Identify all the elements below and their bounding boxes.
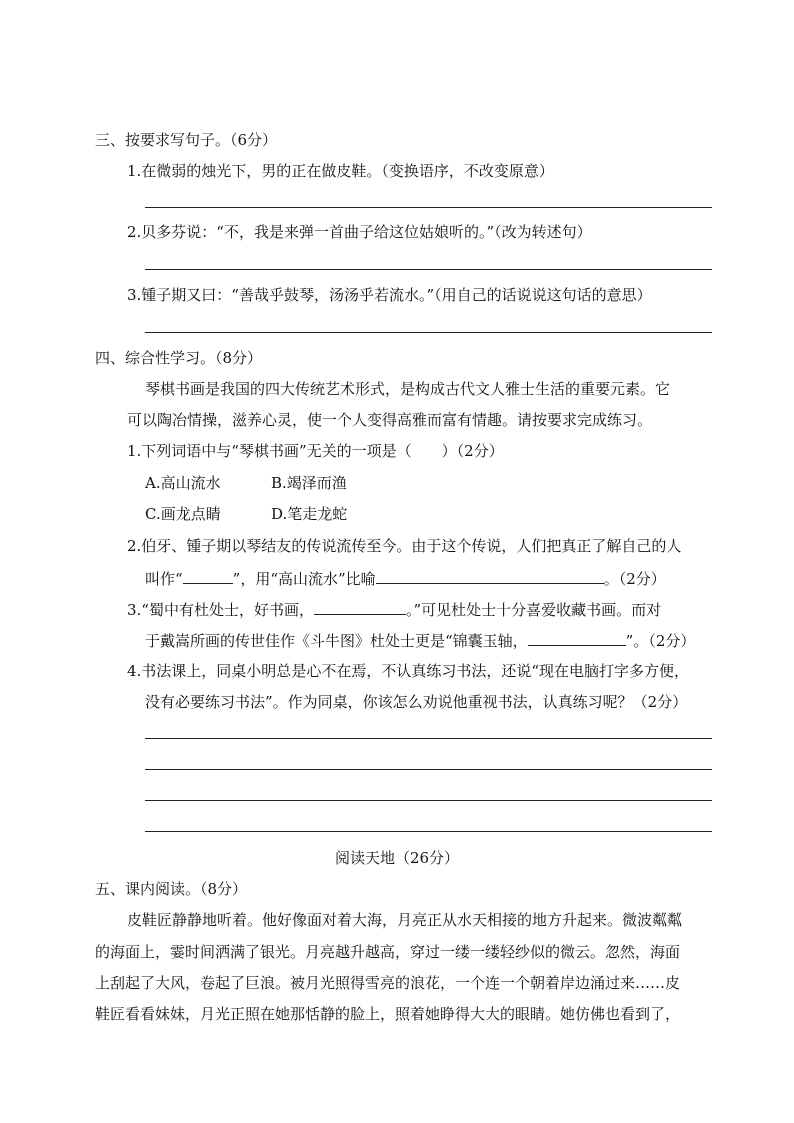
s3-answer-line-3[interactable] (145, 332, 712, 333)
q2-blank-1[interactable] (183, 567, 233, 584)
s3-question-1: 1.在微弱的烛光下，男的正在做皮鞋。（变换语序，不改变原意） (127, 162, 554, 180)
passage-line-4: 鞋匠看看妹妹，月光正照在她那恬静的脸上，照着她睁得大大的眼睛。她仿佛也看到了， (95, 1005, 681, 1023)
q3b-prefix: 于戴嵩所画的传世佳作《斗牛图》杜处士更是“锦囊玉轴， (145, 632, 528, 650)
section-5-heading: 五、课内阅读。（8分） (95, 880, 248, 898)
q3b-suffix: ”。（2分） (625, 632, 696, 650)
s4-question-2-line-2 (145, 567, 666, 589)
s3-question-2: 2.贝多芬说：“不，我是来弹一首曲子给这位姑娘听的。”（改为转述句） (127, 223, 592, 241)
s4-intro-line-2: 可以陶冶情操，滋养心灵，使一个人变得高雅而富有情趣。请按要求完成练习。 (127, 411, 653, 429)
passage-line-3: 上刮起了大风，卷起了巨浪。被月光照得雪亮的浪花，一个连一个朝着岸边涌过来……皮 (95, 974, 681, 992)
q2-prefix: 叫作“ (145, 570, 183, 588)
s4-question-1: 1.下列词语中与“琴棋书画”无关的一项是（ ）（2分） (127, 442, 504, 460)
s4-question-4-line-2: 没有必要练习书法”。作为同桌，你该怎么劝说他重视书法，认真练习呢？（2分） (145, 693, 688, 711)
reading-section-title: 阅读天地（26分） (334, 849, 460, 867)
s4-intro-line-1: 琴棋书画是我国的四大传统艺术形式，是构成古代文人雅士生活的重要元素。它 (145, 380, 671, 398)
s3-question-3: 3.锺子期又曰：“善哉乎鼓琴，汤汤乎若流水。”（用自己的话说说这句话的意思） (127, 286, 652, 304)
s4-answer-line-1[interactable] (145, 738, 712, 739)
s4-option-a: A.高山流水 (145, 474, 221, 492)
s4-answer-line-4[interactable] (145, 831, 712, 832)
s4-question-2-line-1: 2.伯牙、锺子期以琴结友的传说流传至今。由于这个传说，人们把真正了解自己的人 (127, 537, 682, 555)
s4-option-c: C.画龙点睛 (145, 505, 221, 523)
s3-answer-line-1[interactable] (145, 207, 712, 208)
passage-line-2: 的海面上，霎时间洒满了银光。月亮越升越高，穿过一缕一缕轻纱似的微云。忽然，海面 (95, 943, 681, 961)
s4-answer-line-3[interactable] (145, 800, 712, 801)
s4-question-4-line-1: 4.书法课上，同桌小明总是心不在焉，不认真练习书法，还说“现在电脑打字多方便， (127, 662, 689, 680)
q2-middle: ”，用“高山流水”比喻 (232, 570, 376, 588)
section-3-heading: 三、按要求写句子。（6分） (95, 131, 278, 149)
q3-suffix: 。”可见杜处士十分喜爱收藏书画。而对 (405, 601, 662, 619)
q2-suffix: 。（2分） (603, 570, 666, 588)
s4-question-3-line-1 (127, 598, 661, 620)
section-4-heading: 四、综合性学习。（8分） (95, 349, 263, 367)
q3-blank-1[interactable] (314, 598, 406, 615)
s4-option-b: B.竭泽而渔 (271, 474, 347, 492)
s4-question-3-line-2 (145, 629, 695, 651)
passage-line-1: 皮鞋匠静静地听着。他好像面对着大海，月亮正从水天相接的地方升起来。微波粼粼 (127, 911, 683, 929)
q3-prefix: 3.“蜀中有杜处士，好书画， (127, 601, 314, 619)
q3-blank-2[interactable] (528, 629, 626, 646)
s4-answer-line-2[interactable] (145, 769, 712, 770)
s3-answer-line-2[interactable] (145, 269, 712, 270)
q2-blank-2[interactable] (376, 567, 604, 584)
s4-option-d: D.笔走龙蛇 (271, 505, 348, 523)
